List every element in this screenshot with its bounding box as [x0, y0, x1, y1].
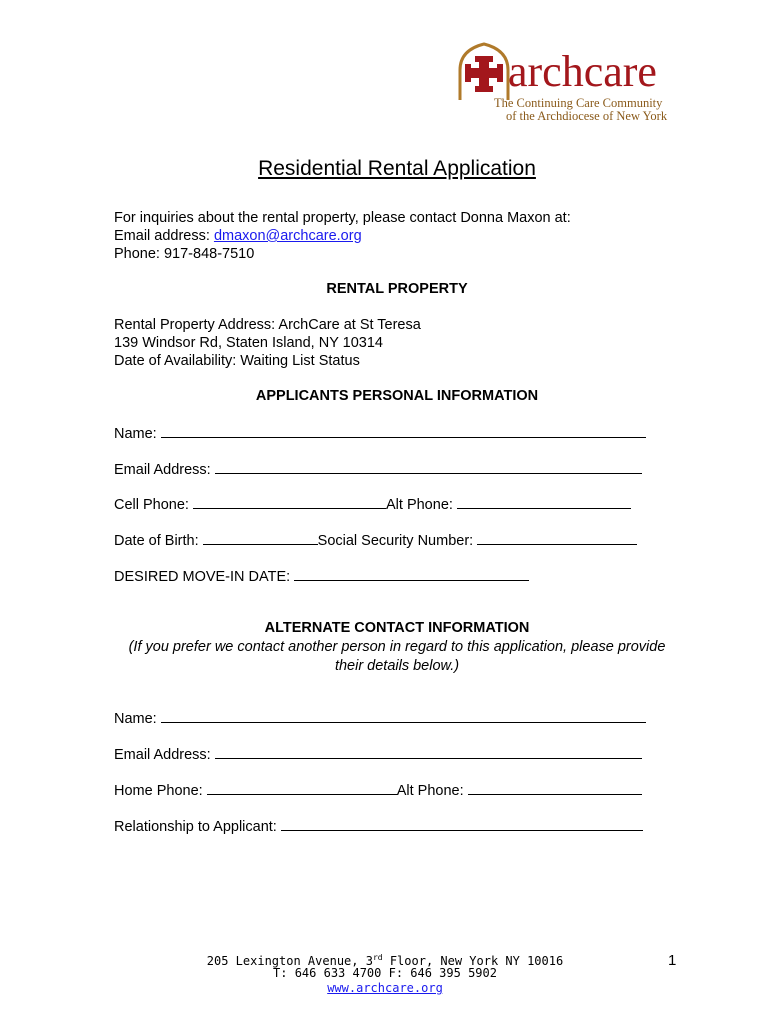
- alternate-home-label: Home Phone:: [114, 783, 203, 799]
- footer-website-row: [0, 980, 770, 996]
- applicant-phone-row: [114, 494, 631, 514]
- alternate-email-row: [114, 744, 642, 764]
- alternate-email-label: Email Address:: [114, 747, 211, 763]
- alternate-relationship-row: [114, 816, 643, 836]
- applicant-dob-field[interactable]: [203, 530, 318, 545]
- alternate-alt-label: Alt Phone:: [396, 783, 464, 799]
- alternate-name-row: [114, 708, 646, 728]
- logo-tagline-1: The Continuing Care Community: [494, 96, 663, 110]
- footer-address-post: Floor, New York NY 10016: [382, 954, 564, 968]
- logo-wordmark: archcare: [508, 47, 657, 96]
- inquiry-email-line: [114, 227, 362, 245]
- alternate-note-2: their details below.): [334, 658, 460, 674]
- inquiry-email-link[interactable]: dmaxon@archcare.org: [213, 228, 362, 244]
- rental-property-availability: Date of Availability: Waiting List Status: [114, 353, 360, 369]
- page-title: Residential Rental Application: [258, 157, 536, 180]
- applicant-name-label: Name:: [114, 426, 157, 442]
- rental-property-street: 139 Windsor Rd, Staten Island, NY 10314: [114, 335, 383, 351]
- rental-property-address: Rental Property Address: ArchCare at St Teresa: [114, 317, 421, 333]
- alternate-name-field[interactable]: [161, 708, 646, 723]
- logo-tagline-2: of the Archdiocese of New York: [506, 109, 668, 123]
- applicant-dob-row: [114, 530, 637, 550]
- alternate-email-field[interactable]: [215, 744, 642, 759]
- applicant-move-in-field[interactable]: [294, 566, 529, 581]
- applicant-move-in-row: [114, 566, 529, 586]
- page-number: 1: [668, 952, 677, 969]
- footer-address-pre: 205 Lexington Avenue, 3: [206, 954, 373, 968]
- alternate-relationship-label: Relationship to Applicant:: [114, 819, 277, 835]
- applicant-email-label: Email Address:: [114, 462, 211, 478]
- applicant-email-field[interactable]: [215, 459, 642, 474]
- applicant-ssn-field[interactable]: [477, 530, 637, 545]
- applicant-move-in-label: DESIRED MOVE-IN DATE:: [114, 569, 291, 585]
- inquiry-phone: Phone: 917-848-7510: [114, 246, 255, 262]
- footer-phones: T: 646 633 4700 F: 646 395 5902: [273, 966, 497, 980]
- inquiry-intro: For inquiries about the rental property, please contact Donna Maxon at:: [114, 210, 571, 226]
- applicant-name-row: [114, 423, 646, 443]
- applicant-email-row: [114, 459, 642, 479]
- alternate-heading: ALTERNATE CONTACT INFORMATION: [264, 620, 530, 636]
- archcare-arch-cross-icon: [456, 42, 512, 102]
- applicant-alt-label: Alt Phone:: [386, 497, 453, 513]
- applicant-ssn-label: Social Security Number:: [317, 533, 474, 549]
- applicant-cell-label: Cell Phone:: [114, 497, 189, 513]
- applicant-alt-field[interactable]: [457, 494, 631, 509]
- alternate-note-1: (If you prefer we contact another person in regard to this application, please provide: [128, 639, 666, 655]
- applicant-cell-field[interactable]: [193, 494, 386, 509]
- archcare-logo: [456, 42, 680, 124]
- applicant-heading: APPLICANTS PERSONAL INFORMATION: [255, 388, 539, 404]
- footer-website-link[interactable]: www.archcare.org: [327, 981, 443, 995]
- alternate-relationship-field[interactable]: [281, 816, 643, 831]
- rental-property-heading: RENTAL PROPERTY: [326, 281, 468, 297]
- alternate-phone-row: [114, 780, 642, 800]
- alternate-alt-field[interactable]: [468, 780, 642, 795]
- applicant-name-field[interactable]: [161, 423, 646, 438]
- inquiry-email-label: Email address:: [114, 228, 214, 244]
- alternate-home-field[interactable]: [207, 780, 397, 795]
- applicant-dob-label: Date of Birth:: [114, 533, 199, 549]
- footer-address-sup: rd: [372, 953, 383, 962]
- alternate-name-label: Name:: [114, 711, 157, 727]
